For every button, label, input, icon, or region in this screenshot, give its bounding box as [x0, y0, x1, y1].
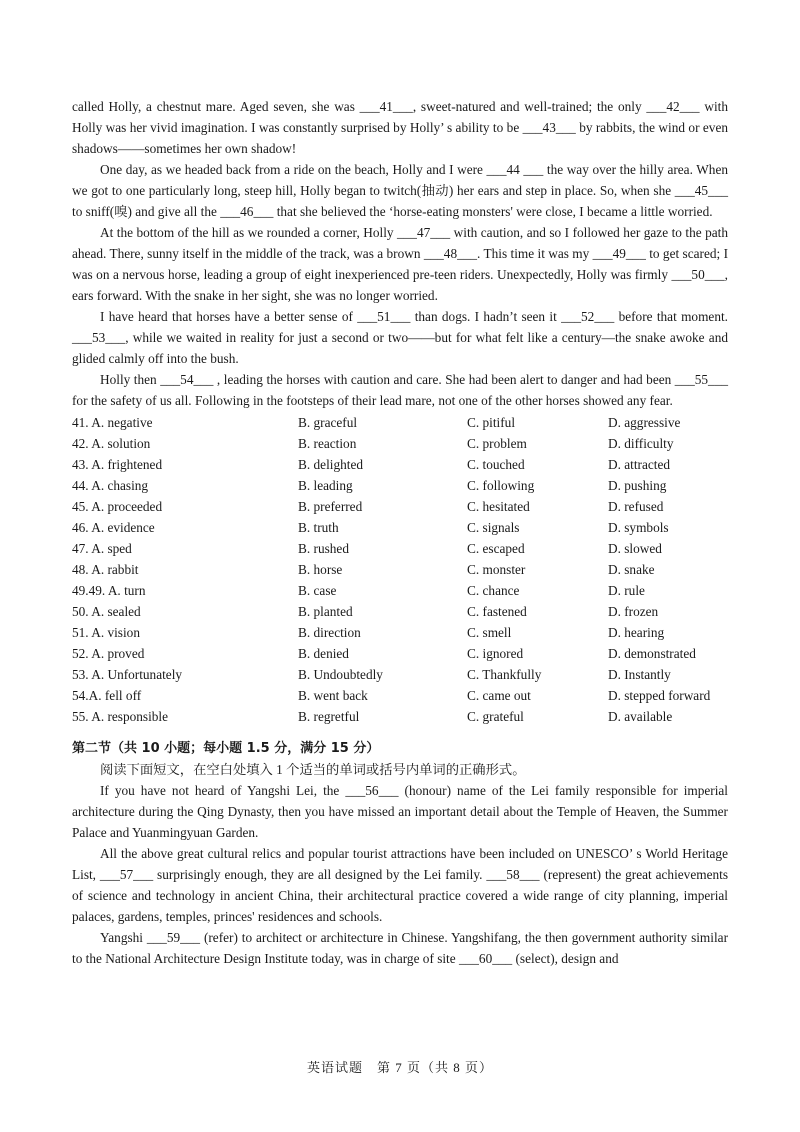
option-b: B. horse — [298, 562, 343, 577]
option-b: B. graceful — [298, 415, 358, 430]
option-b: B. denied — [298, 646, 349, 661]
option-row — [72, 538, 728, 559]
option-row — [72, 643, 728, 664]
option-a: 41. A. negative — [72, 415, 153, 430]
option-d: D. symbols — [608, 520, 669, 535]
option-a: 45. A. proceeded — [72, 499, 163, 514]
grammar-paragraph-2: All the above great cultural relics and popular tourist attractions have been included on UNESCO’ s World Heritage List, ___57___ surprisingly enough, they are all designed by the Lei family. ___58___ (represent) the great achievements of science and technology in ancient China, their architectural practice covered a wide range of city planning, imperial palaces, gardens, temples, princes' residences and schools. — [72, 846, 728, 924]
option-b: B. delighted — [298, 457, 363, 472]
section-2-heading: 第二节（共 10 小题；每小题 1.5 分，满分 15 分） — [72, 741, 380, 756]
option-row — [72, 664, 728, 685]
passage-paragraph-5: Holly then ___54___ , leading the horses with caution and care. She had been alert to danger and had been ___55___ for the safety of us all. Following in the footsteps of their lead mare, not one of the other horses showed any fear. — [72, 372, 728, 408]
option-c: C. Thankfully — [467, 667, 542, 682]
option-row — [72, 601, 728, 622]
option-d: D. attracted — [608, 457, 671, 472]
option-b: B. reaction — [298, 436, 357, 451]
option-d: D. pushing — [608, 478, 667, 493]
option-a: 46. A. evidence — [72, 520, 155, 535]
option-b: B. planted — [298, 604, 353, 619]
option-c: C. grateful — [467, 709, 524, 724]
option-c: C. fastened — [467, 604, 527, 619]
option-c: C. following — [467, 478, 535, 493]
exam-page — [72, 96, 728, 969]
option-a: 52. A. proved — [72, 646, 145, 661]
option-row — [72, 685, 728, 706]
option-d: D. Instantly — [608, 667, 671, 682]
option-row — [72, 475, 728, 496]
option-d: D. stepped forward — [608, 688, 711, 703]
option-row — [72, 706, 728, 727]
passage-paragraph-3: At the bottom of the hill as we rounded a corner, Holly ___47___ with caution, and so I followed her gaze to the path ahead. There, sunny itself in the middle of the track, was a brown ___48___. This time it was my ___49___ to get scared; I was on a nervous horse, leading a group of eight inexperienced pre-teen riders. Unexpectedly, Holly was firmly ___50___, ears forward. With the snake in her sight, she was no longer worried. — [72, 225, 728, 303]
option-row — [72, 622, 728, 643]
option-a: 48. A. rabbit — [72, 562, 139, 577]
option-a: 44. A. chasing — [72, 478, 149, 493]
option-d: D. refused — [608, 499, 664, 514]
option-row — [72, 496, 728, 517]
option-b: B. regretful — [298, 709, 360, 724]
option-a: 50. A. sealed — [72, 604, 141, 619]
option-a: 42. A. solution — [72, 436, 151, 451]
option-a: 55. A. responsible — [72, 709, 169, 724]
page-footer: 英语试题 第 7 页（共 8 页） — [306, 1060, 493, 1075]
option-c: C. ignored — [467, 646, 524, 661]
option-d: D. aggressive — [608, 415, 681, 430]
option-d: D. frozen — [608, 604, 659, 619]
option-c: C. came out — [467, 688, 531, 703]
option-b: B. case — [298, 583, 337, 598]
option-row — [72, 412, 728, 433]
option-c: C. pitiful — [467, 415, 516, 430]
option-c: C. hesitated — [467, 499, 530, 514]
option-b: B. direction — [298, 625, 361, 640]
option-d: D. demonstrated — [608, 646, 696, 661]
grammar-paragraph-1: If you have not heard of Yangshi Lei, the ___56___ (honour) name of the Lei family responsible for imperial architecture during the Qing Dynasty, then you have missed an important detail about the Temple of Heaven, the Summer Palace and Yuanmingyuan Garden. — [72, 783, 728, 840]
option-c: C. signals — [467, 520, 520, 535]
option-a: 49.49. A. turn — [72, 583, 146, 598]
option-a: 51. A. vision — [72, 625, 140, 640]
option-d: D. hearing — [608, 625, 665, 640]
option-a: 53. A. Unfortunately — [72, 667, 183, 682]
passage-paragraph-4: I have heard that horses have a better sense of ___51___ than dogs. I hadn’t seen it ___52___ before that moment. ___53___, while we waited in reality for just a second or two——but for what felt like a century—the snake awoke and glided calmly off into the bush. — [72, 309, 728, 366]
option-b: B. went back — [298, 688, 368, 703]
option-d: D. snake — [608, 562, 655, 577]
option-c: C. smell — [467, 625, 512, 640]
option-c: C. touched — [467, 457, 525, 472]
option-c: C. chance — [467, 583, 520, 598]
option-row — [72, 559, 728, 580]
option-row — [72, 454, 728, 475]
option-row — [72, 580, 728, 601]
option-d: D. available — [608, 709, 673, 724]
option-d: D. slowed — [608, 541, 662, 556]
cloze-passage — [72, 96, 728, 411]
option-c: C. escaped — [467, 541, 525, 556]
option-b: B. leading — [298, 478, 353, 493]
option-b: B. rushed — [298, 541, 349, 556]
option-row — [72, 517, 728, 538]
option-b: B. truth — [298, 520, 339, 535]
option-row — [72, 433, 728, 454]
option-c: C. problem — [467, 436, 527, 451]
option-b: B. Undoubtedly — [298, 667, 383, 682]
option-a: 54.A. fell off — [72, 688, 142, 703]
option-a: 43. A. frightened — [72, 457, 163, 472]
option-d: D. difficulty — [608, 436, 674, 451]
option-c: C. monster — [467, 562, 526, 577]
option-a: 47. A. sped — [72, 541, 132, 556]
passage-paragraph-2: One day, as we headed back from a ride on the beach, Holly and I were ___44 ___ the way over the hilly area. When we got to one particularly long, steep hill, Holly began to twitch(抽动) her ears and step in place. So, when she ___45___ to sniff(嗅) and give all the ___46___ that she believed the ‘horse-eating monsters' were close, I became a little worried. — [72, 162, 728, 219]
grammar-paragraph-3: Yangshi ___59___ (refer) to architect or architecture in Chinese. Yangshifang, the then government authority similar to the National Architecture Design Institute today, was in charge of site ___60___ (select), design and — [72, 930, 728, 966]
passage-paragraph-1: called Holly, a chestnut mare. Aged seven, she was ___41___, sweet-natured and well-trained; the only ___42___ with Holly was her vivid imagination. I was constantly surprised by Holly’ s ability to be ___43___ by rabbits, the wind or even shadows——sometimes her own shadow! — [72, 99, 728, 156]
section-2-instruction: 阅读下面短文，在空白处填入 1 个适当的单词或括号内单词的正确形式。 — [100, 762, 526, 777]
option-d: D. rule — [608, 583, 645, 598]
options-table — [72, 412, 728, 727]
option-b: B. preferred — [298, 499, 363, 514]
